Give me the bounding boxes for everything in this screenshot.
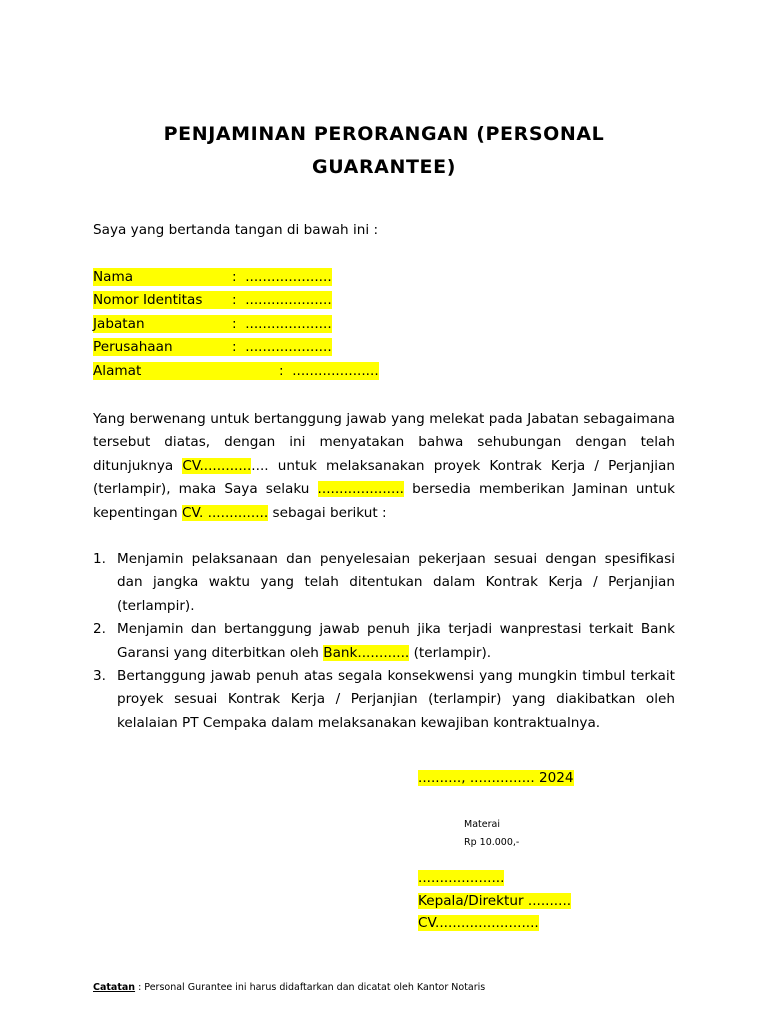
field-value: : .................... (232, 269, 332, 285)
list-text: Menjamin dan bertanggung jawab penuh jika terjadi wanprestasi terkait Bank Garansi yang diterbitkan oleh (117, 621, 675, 661)
field-label: Alamat (93, 362, 142, 379)
signature-block (418, 869, 571, 937)
statement-paragraph (93, 408, 675, 525)
bank-placeholder: Bank............ (323, 644, 410, 661)
field-jabatan (93, 315, 379, 338)
field-value: : .................... (232, 339, 332, 356)
list-number: 1. (93, 551, 106, 567)
intro-text: Saya yang bertanda tangan di bawah ini : (93, 222, 379, 238)
note-label: Catatan (93, 982, 136, 993)
document-title: PENJAMINAN PERORANGAN (PERSONAL GUARANTEE) (163, 123, 605, 178)
paragraph-text: .... untuk melaksanakan proyek Kontrak Kerja / Perjanjian (terlampir), maka Saya selaku (93, 457, 675, 498)
note-text: : Personal Gurantee ini harus didaftarkan dan dicatat oleh Kantor Notaris (135, 982, 486, 993)
field-value: : .................... (232, 315, 332, 332)
materai-stamp (464, 816, 519, 852)
cv-placeholder: CV............ (182, 457, 252, 474)
field-value: : .................... (232, 292, 332, 309)
materai-value: Rp 10.000,- (464, 837, 520, 848)
list-text: Bertanggung jawab penuh atas segala konsekwensi yang mungkin timbul terkait proyek sesuai Kontrak Kerja / Perjanjian (terlampir) yang diakibatkan oleh kelalaian PT Cempaka dalam melaksanakan kewajiban kontraktualnya. (117, 668, 675, 731)
signer-position: Kepala/Direktur .......... (418, 892, 572, 909)
list-text: (terlampir). (409, 644, 492, 661)
identity-fields (93, 268, 379, 385)
list-number: 3. (93, 668, 106, 685)
field-value: : .................... (279, 362, 379, 379)
paragraph-text: bersedia memberikan Jaminan untuk kepentingan (93, 481, 675, 521)
field-label: Jabatan (93, 315, 145, 332)
signer-company: CV........................ (418, 915, 539, 931)
list-item (93, 548, 675, 618)
field-alamat (93, 362, 379, 385)
date-line (418, 769, 574, 787)
date-text: .........., ............... 2024 (418, 770, 574, 786)
signer-name: .................... (418, 870, 505, 886)
paragraph-text: sebagai berikut : (268, 504, 387, 521)
selaku-placeholder: .................... (317, 481, 404, 498)
list-text: Menjamin pelaksanaan dan penyelesaian pekerjaan sesuai dengan spesifikasi dan jangka waktu yang telah ditentukan dalam Kontrak Kerja / Perjanjian (terlampir). (117, 551, 675, 614)
field-perusahaan (93, 338, 379, 361)
paragraph-text: Yang berwenang untuk bertanggung jawab yang melekat pada Jabatan sebagaimana tersebut diatas, dengan ini menyatakan bahwa sehubungan dengan telah ditunjuknya (93, 411, 675, 474)
field-label: Perusahaan (93, 339, 173, 356)
field-label: Nama (93, 269, 134, 285)
field-label: Nomor Identitas (93, 292, 203, 309)
guarantee-list (93, 548, 675, 735)
materai-label: Materai (464, 819, 500, 830)
field-nama (93, 268, 379, 291)
field-nomor-identitas (93, 291, 379, 314)
list-number: 2. (93, 621, 106, 638)
footnote (93, 981, 485, 995)
cv-placeholder-2: CV. .............. (181, 504, 269, 521)
list-item (93, 618, 675, 665)
list-item (93, 665, 675, 735)
